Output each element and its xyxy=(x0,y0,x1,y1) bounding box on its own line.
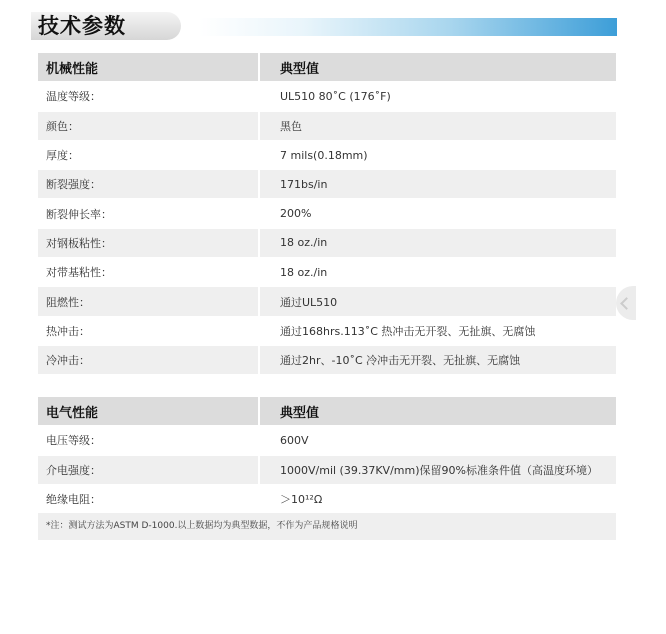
table-header-row xyxy=(38,397,616,426)
row-value: 1000V/mil (39.37KV/mm)保留90%标准条件值（高温度环境） xyxy=(259,455,616,484)
header-value: 典型值 xyxy=(259,53,616,82)
row-label: 断裂强度： xyxy=(38,170,259,199)
table-row xyxy=(38,140,616,169)
row-label: 绝缘电阻： xyxy=(38,484,259,513)
row-label: 介电强度： xyxy=(38,455,259,484)
row-value: 18 oz./in xyxy=(259,228,616,257)
row-label: 温度等级： xyxy=(38,82,259,111)
row-value: 18 oz./in xyxy=(259,258,616,287)
row-label: 颜色： xyxy=(38,111,259,140)
table-row xyxy=(38,287,616,316)
header-property: 电气性能 xyxy=(38,397,259,426)
table-header-row xyxy=(38,53,616,82)
mechanical-properties-table xyxy=(38,53,616,375)
row-label: 厚度： xyxy=(38,140,259,169)
row-value: 171bs/in xyxy=(259,170,616,199)
row-label: 断裂伸长率： xyxy=(38,199,259,228)
table-row xyxy=(38,484,616,513)
row-value: 通过UL510 xyxy=(259,287,616,316)
header-property: 机械性能 xyxy=(38,53,259,82)
footnote: *注：测试方法为ASTM D-1000.以上数据均为典型数据，不作为产品规格说明 xyxy=(38,513,616,540)
header-value: 典型值 xyxy=(259,397,616,426)
row-value: 7 mils(0.18mm) xyxy=(259,140,616,169)
row-value: 200% xyxy=(259,199,616,228)
row-value: 通过168hrs.113˚C 热冲击无开裂、无扯旗、无腐蚀 xyxy=(259,316,616,345)
page-title: 技术参数 xyxy=(38,14,126,38)
row-label: 电压等级： xyxy=(38,426,259,455)
chevron-left-icon[interactable] xyxy=(616,286,636,320)
table-row xyxy=(38,258,616,287)
table-row xyxy=(38,82,616,111)
table-row xyxy=(38,316,616,345)
row-label: 对钢板粘性： xyxy=(38,228,259,257)
table-row xyxy=(38,111,616,140)
row-value: UL510 80˚C (176˚F) xyxy=(259,82,616,111)
table-row xyxy=(38,455,616,484)
row-value: 通过2hr、-10˚C 冷冲击无开裂、无扯旗、无腐蚀 xyxy=(259,345,616,374)
row-value: ＞10¹²Ω xyxy=(259,484,616,513)
table-row xyxy=(38,199,616,228)
electrical-properties-table xyxy=(38,397,616,514)
table-row xyxy=(38,345,616,374)
header-gradient-bar xyxy=(199,18,617,36)
table-row xyxy=(38,426,616,455)
row-label: 冷冲击： xyxy=(38,345,259,374)
table-row xyxy=(38,228,616,257)
row-value: 600V xyxy=(259,426,616,455)
table-row xyxy=(38,170,616,199)
row-value: 黑色 xyxy=(259,111,616,140)
row-label: 对带基粘性： xyxy=(38,258,259,287)
row-label: 热冲击： xyxy=(38,316,259,345)
row-label: 阻燃性： xyxy=(38,287,259,316)
section-header xyxy=(31,12,617,40)
